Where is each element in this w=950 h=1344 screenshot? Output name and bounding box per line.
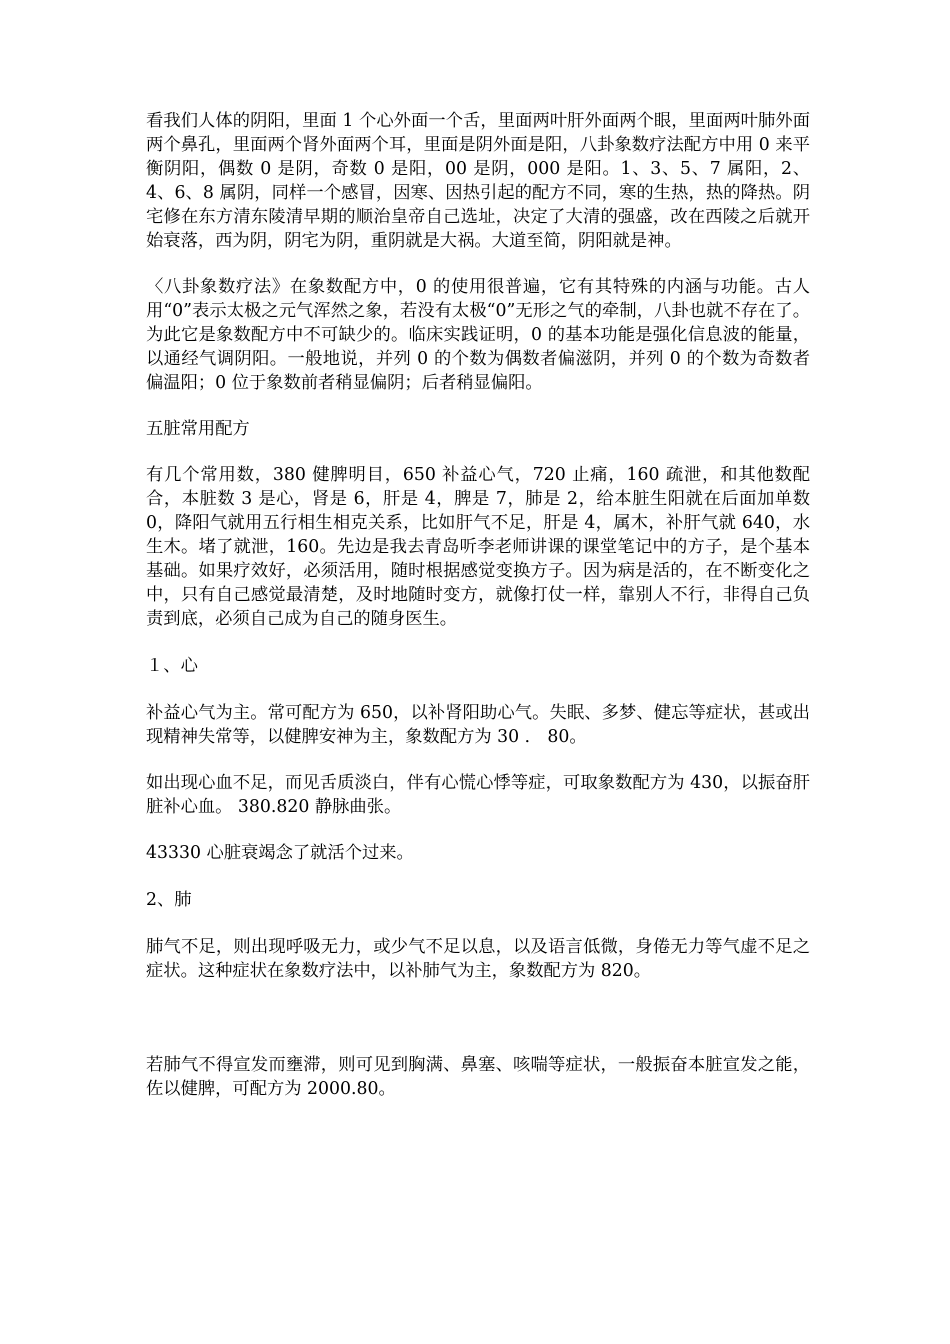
paragraph-yin-yang: 看我们人体的阴阳，里面 1 个心外面一个舌，里面两叶肝外面两个眼，里面两叶肺外面两个鼻孔，里面两个肾外面两个耳，里面是阴外面是阳，八卦象数疗法配方中用 0 来平衡阴阳，偶数 0 是阴，奇数 0 是阳，00 是阴，000 是阳。1、3、5、7 属阳，2、4、6、8 属阴，同样一个感冒，因寒、因热引起的配方不同，寒的生热，热的降热。阴宅修在东方清东陵清早期的顺治皇帝自己选址，决定了大清的强盛，改在西陵之后就开始衰落，西为阴，阴宅为阴，重阴就是大祸。大道至简，阴阳就是神。 bbox=[146, 111, 810, 251]
paragraph-zero-function: 〈八卦象数疗法》在象数配方中，0 的使用很普遍，它有其特殊的内涵与功能。古人用“0”表示太极之元气浑然之象，若没有太极“0”无形之气的牵制，八卦也就不存在了。为此它是象数配方中不可缺少的。临床实践证明，0 的基本功能是强化信息波的能量，以通经气调阴阳。一般地说，并列 0 的个数为偶数者偏滋阴，并列 0 的个数为奇数者偏温阳；0 位于象数前者稍显偏阴；后者稍显偏阳。 bbox=[146, 277, 810, 393]
paragraph-heart-qi: 补益心气为主。常可配方为 650，以补肾阳助心气。失眠、多梦、健忘等症状，甚或出现精神失常等，以健脾安神为主，象数配方为 30 ． 80。 bbox=[146, 703, 810, 747]
paragraph-lung-stagnation: 若肺气不得宣发而壅滞，则可见到胸满、鼻塞、咳喘等症状，一般振奋本脏宣发之能，佐以健脾，可配方为 2000.80。 bbox=[146, 1055, 810, 1099]
paragraph-lung-qi: 肺气不足，则出现呼吸无力，或少气不足以息，以及语言低微，身倦无力等气虚不足之症状。这种症状在象数疗法中，以补肺气为主，象数配方为 820。 bbox=[146, 937, 810, 981]
section-heading-heart: １、心 bbox=[146, 656, 198, 676]
section-heading-lung: 2、肺 bbox=[146, 890, 192, 910]
paragraph-heart-failure: 43330 心脏衰竭念了就活个过来。 bbox=[146, 843, 414, 863]
paragraph-heart-blood: 如出现心血不足，而见舌质淡白，伴有心慌心悸等症，可取象数配方为 430，以振奋肝脏补心血。 380.820 静脉曲张。 bbox=[146, 773, 810, 817]
section-heading-five-organs: 五脏常用配方 bbox=[146, 419, 250, 439]
paragraph-common-numbers: 有几个常用数，380 健脾明目，650 补益心气，720 止痛，160 疏泄，和其他数配合，本脏数 3 是心，肾是 6，肝是 4，脾是 7，肺是 2，给本脏生阳就在后面加单数 0，降阳气就用五行相生相克关系，比如肝气不足，肝是 4，属木，补肝气就 640，水生木。堵了就泄，160。先边是我去青岛听李老师讲课的课堂笔记中的方子，是个基本基础。如果疗效好，必须活用，随时根据感觉变换方子。因为病是活的，在不断变化之中，只有自己感觉最清楚，及时地随时变方，就像打仗一样，靠别人不行，非得自己负责到底，必须自己成为自己的随身医生。 bbox=[146, 465, 810, 629]
document-body bbox=[146, 109, 810, 1101]
